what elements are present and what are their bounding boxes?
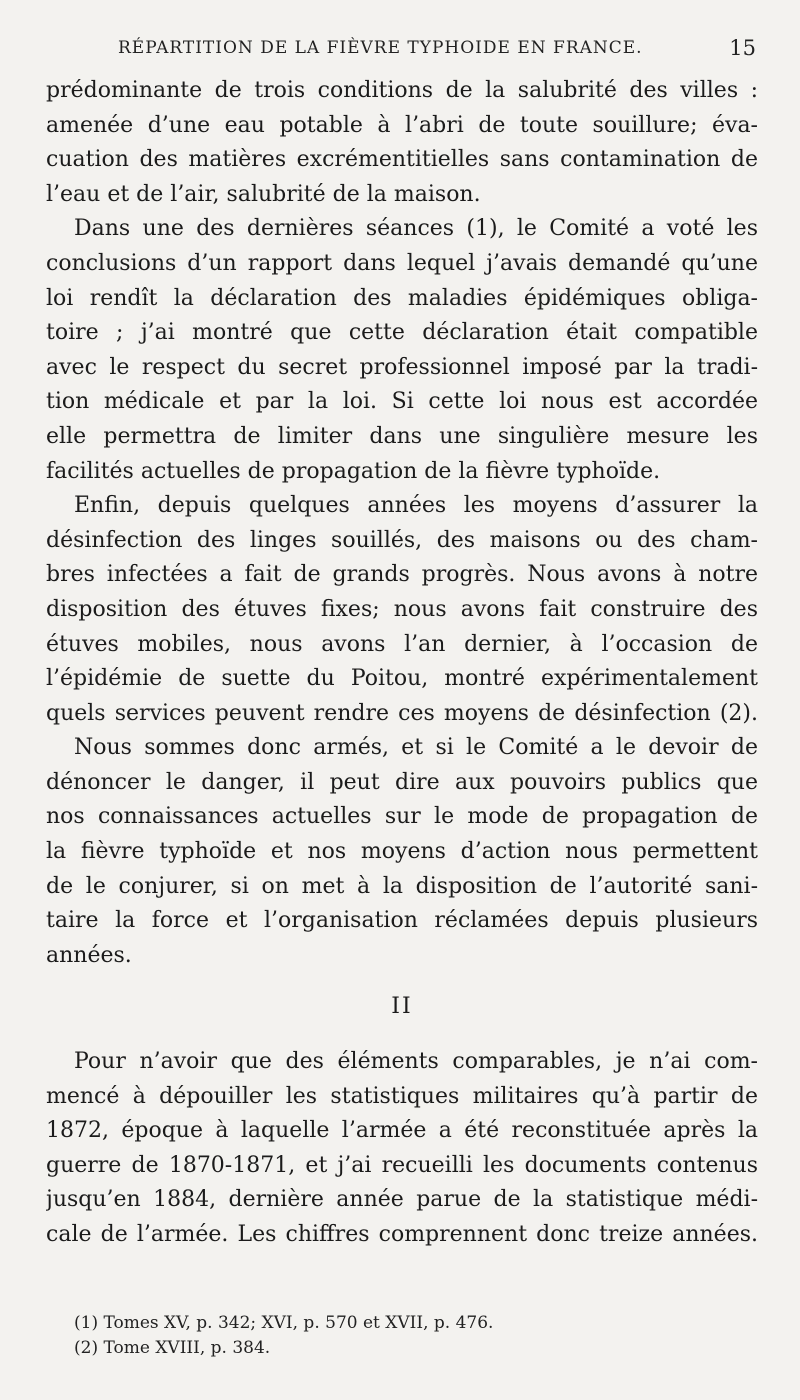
- footnote: (2) Tome XVIII, p. 384.: [74, 1338, 271, 1358]
- text-line: étuves mobiles, nous avons l’an dernier, à l’occasion de: [46, 631, 758, 657]
- text-line: avec le respect du secret professionnel imposé par la tradi-: [46, 354, 758, 380]
- footnote: (1) Tomes XV, p. 342; XVI, p. 570 et XVII, p. 476.: [74, 1313, 494, 1333]
- text-line: guerre de 1870-1871, et j’ai recueilli les documents contenus: [46, 1152, 758, 1178]
- section-heading: II: [391, 994, 413, 1020]
- text-line: disposition des étuves fixes; nous avons fait construire des: [46, 596, 758, 622]
- text-line: Dans une des dernières séances (1), le Comité a voté les: [74, 216, 758, 242]
- text-line: années.: [46, 942, 132, 968]
- body-text: [46, 74, 758, 1253]
- text-line: Enfin, depuis quelques années les moyens d’assurer la: [74, 493, 758, 519]
- text-line: Pour n’avoir que des éléments comparables, je n’ai com-: [74, 1049, 758, 1075]
- text-line: conclusions d’un rapport dans lequel j’avais demandé qu’une: [46, 250, 758, 276]
- text-line: l’eau et de l’air, salubrité de la maison.: [46, 181, 481, 207]
- running-title: RÉPARTITION DE LA FIÈVRE TYPHOIDE EN FRANCE.: [118, 38, 643, 58]
- text-line: désinfection des linges souillés, des maisons ou des cham-: [46, 527, 758, 553]
- text-line: 1872, époque à laquelle l’armée a été reconstituée après la: [46, 1118, 758, 1144]
- text-line: cuation des matières excrémentitielles sans contamination de: [46, 147, 758, 173]
- text-line: dénoncer le danger, il peut dire aux pouvoirs publics que: [46, 769, 758, 795]
- text-line: l’épidémie de suette du Poitou, montré expérimentalement: [46, 666, 758, 692]
- text-line: la fièvre typhoïde et nos moyens d’action nous permettent: [46, 839, 758, 865]
- page-number: 15: [729, 36, 756, 60]
- text-line: nos connaissances actuelles sur le mode de propagation de: [46, 804, 758, 830]
- text-line: facilités actuelles de propagation de la fièvre typhoïde.: [46, 458, 661, 484]
- text-line: prédominante de trois conditions de la salubrité des villes :: [46, 78, 758, 103]
- text-line: quels services peuvent rendre ces moyens de désinfection (2).: [46, 700, 758, 726]
- text-line: elle permettra de limiter dans une singulière mesure les: [46, 423, 758, 449]
- text-line: jusqu’en 1884, dernière année parue de la statistique médi-: [46, 1187, 758, 1213]
- text-line: taire la force et l’organisation réclamées depuis plusieurs: [46, 908, 758, 934]
- text-line: Nous sommes donc armés, et si le Comité a le devoir de: [74, 735, 758, 761]
- text-line: cale de l’armée. Les chiffres comprennent donc treize années.: [46, 1222, 758, 1247]
- text-line: loi rendît la déclaration des maladies épidémiques obliga-: [46, 285, 758, 311]
- text-line: de le conjurer, si on met à la disposition de l’autorité sani-: [46, 873, 758, 899]
- text-line: bres infectées a fait de grands progrès. Nous avons à notre: [46, 562, 758, 588]
- running-header: [118, 38, 756, 64]
- text-line: tion médicale et par la loi. Si cette loi nous est accordée: [46, 389, 758, 415]
- text-line: amenée d’une eau potable à l’abri de toute souillure; éva-: [46, 112, 758, 138]
- text-line: mencé à dépouiller les statistiques militaires qu’à partir de: [46, 1083, 758, 1109]
- text-line: toire ; j’ai montré que cette déclaration était compatible: [46, 320, 758, 346]
- footnotes: [74, 1311, 754, 1361]
